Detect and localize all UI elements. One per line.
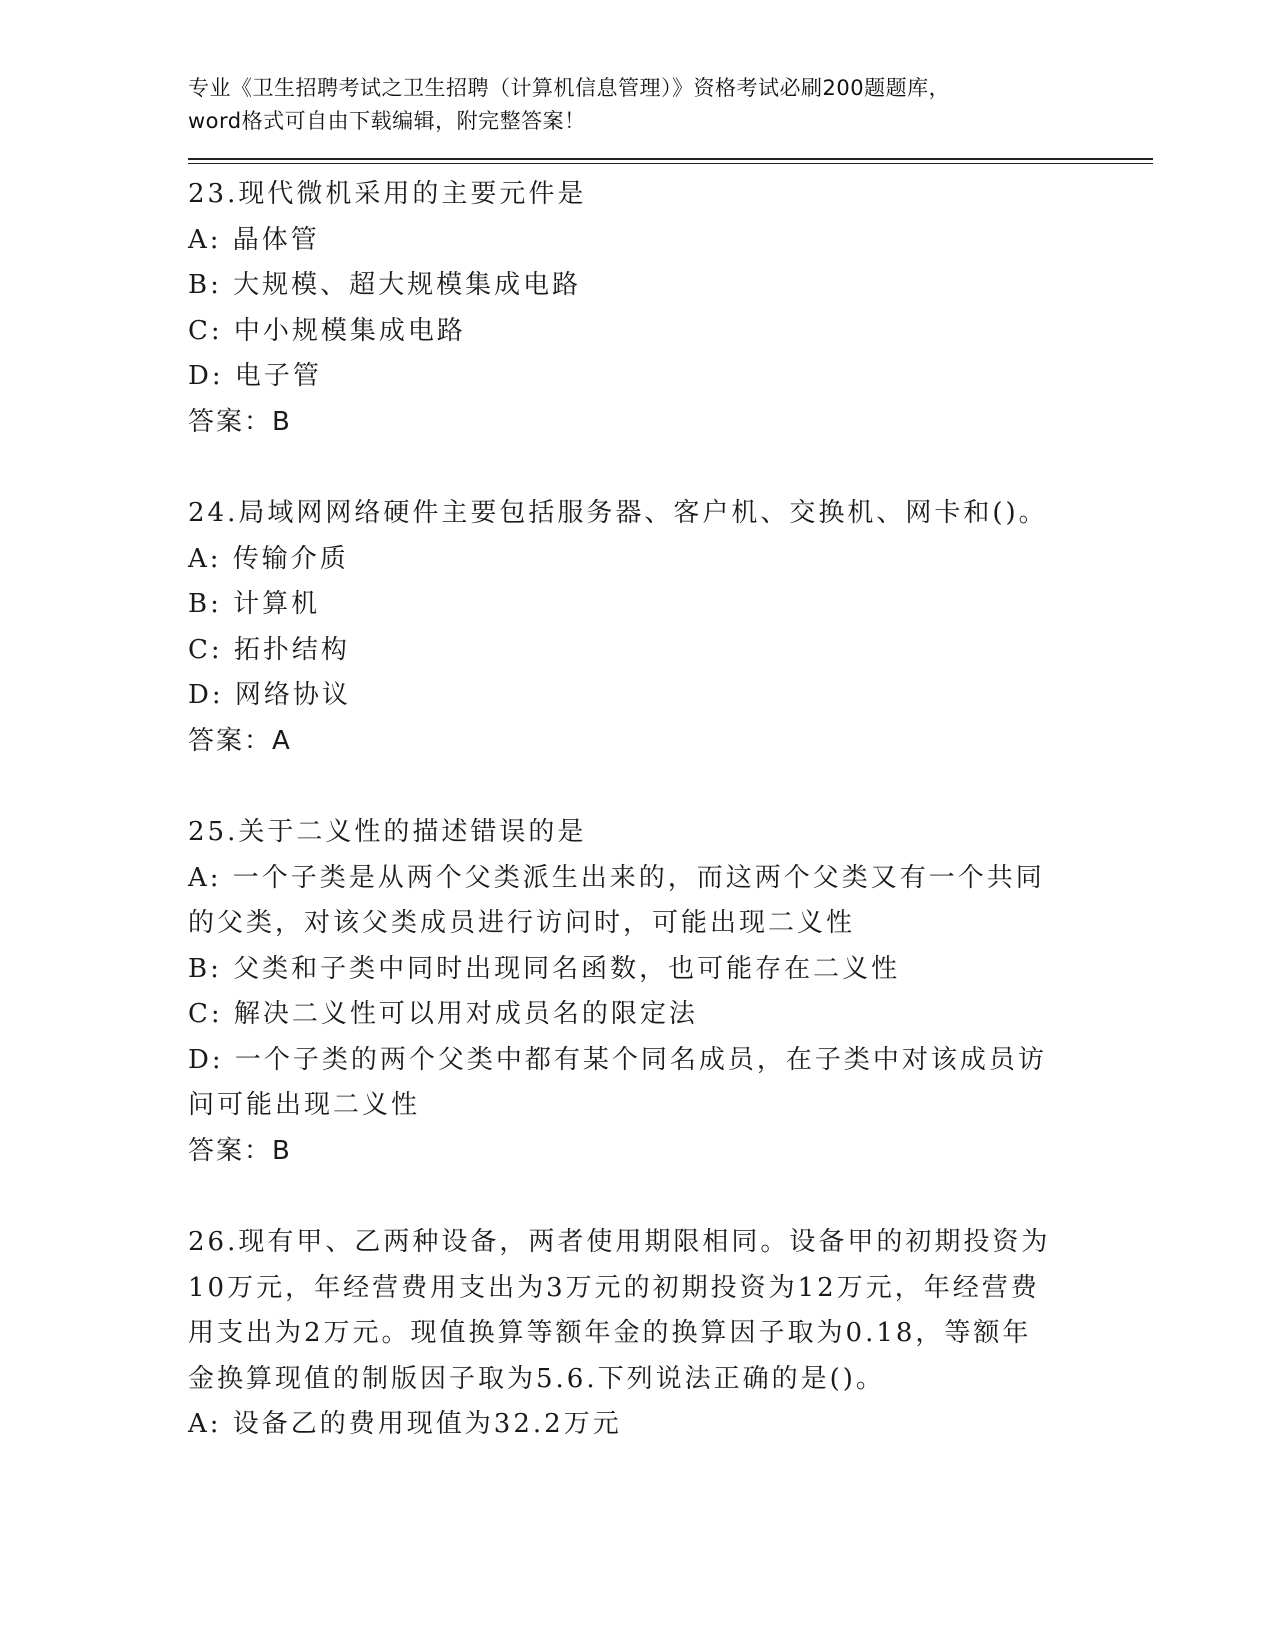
question-25 <box>188 810 1148 1174</box>
option-c: C: 拓扑结构 <box>188 634 350 665</box>
question-24 <box>188 491 1148 764</box>
option-a: A: 晶体管 <box>188 224 320 255</box>
header-title-line-1: 专业《卫生招聘考试之卫生招聘（计算机信息管理）》资格考试必刷200题题库， <box>188 76 951 100</box>
question-23 <box>188 172 1148 445</box>
answer-text: 答案：B <box>188 406 292 437</box>
document-page <box>188 72 1148 1494</box>
question-stem: 23.现代微机采用的主要元件是 <box>188 179 587 209</box>
option-c: C: 中小规模集成电路 <box>188 315 466 346</box>
header-divider <box>188 158 1153 164</box>
option-a: A: 一个子类是从两个父类派生出来的，而这两个父类又有一个共同的父类，对该父类成员进行访问时，可能出现二义性 <box>188 862 1045 938</box>
answer-text: 答案：A <box>188 725 292 756</box>
option-c: C: 解决二义性可以用对成员名的限定法 <box>188 999 698 1029</box>
option-d: D: 网络协议 <box>188 680 351 710</box>
question-stem: 26.现有甲、乙两种设备，两者使用期限相同。设备甲的初期投资为10万元，年经营费用支出为3万元的初期投资为12万元，年经营费用支出为2万元。现值换算等额年金的换算因子取为0.18，等额年金换算现值的制版因子取为5.6.下列说法正确的是()。 <box>188 1227 1051 1394</box>
option-d: D: 一个子类的两个父类中都有某个同名成员，在子类中对该成员访问可能出现二义性 <box>188 1044 1047 1120</box>
question-26 <box>188 1220 1148 1448</box>
option-b: B: 大规模、超大规模集成电路 <box>188 270 582 300</box>
option-d: D: 电子管 <box>188 361 322 391</box>
option-a: A: 设备乙的费用现值为32.2万元 <box>188 1409 622 1439</box>
header-title-line-2: word格式可自由下载编辑，附完整答案！ <box>188 109 586 133</box>
option-b: B: 计算机 <box>188 589 321 619</box>
document-header <box>188 72 1148 138</box>
answer-text: 答案：B <box>188 1135 292 1166</box>
option-a: A: 传输介质 <box>188 543 349 574</box>
option-b: B: 父类和子类中同时出现同名函数，也可能存在二义性 <box>188 953 901 984</box>
question-stem: 24.局域网网络硬件主要包括服务器、客户机、交换机、网卡和()。 <box>188 498 1048 528</box>
question-list <box>188 172 1148 1448</box>
question-stem: 25.关于二义性的描述错误的是 <box>188 817 587 847</box>
